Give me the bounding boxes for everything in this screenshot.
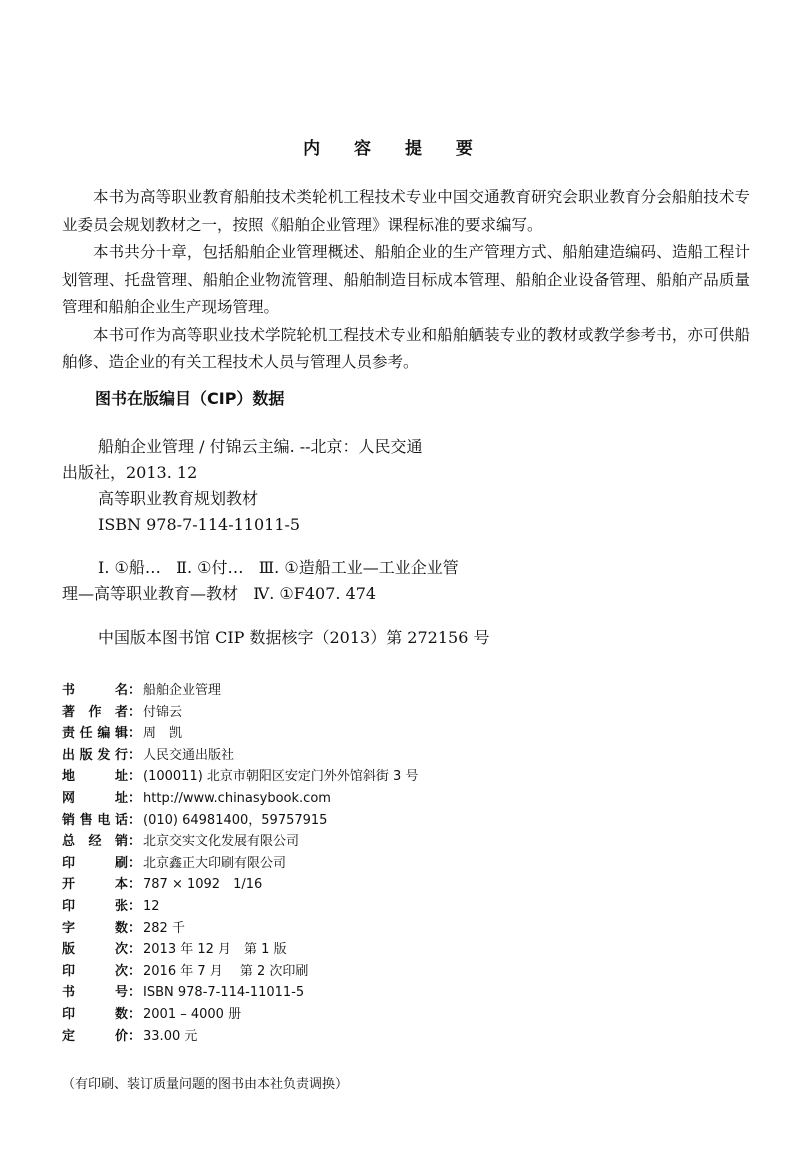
imprint-row: 印刷： 北京鑫正大印刷有限公司 (62, 853, 418, 875)
imprint-label: 地址 (62, 769, 128, 785)
imprint-label: 印张 (62, 898, 128, 914)
cip-line-6: 理—高等职业教育—教材 Ⅳ. ①F407. 474 (62, 584, 377, 603)
imprint-value: 周 凯 (143, 726, 183, 742)
imprint-row: 印数： 2001 – 4000 册 (62, 1004, 418, 1026)
quality-notice: （有印刷、装订质量问题的图书由本社负责调换） (62, 1077, 349, 1092)
abstract-section (62, 184, 750, 377)
imprint-value: (100011) 北京市朝阳区安定门外外馆斜街 3 号 (143, 769, 419, 785)
imprint-row: 书名： 船舶企业管理 (62, 680, 418, 702)
imprint-value: 787 × 1092 1/16 (143, 877, 263, 893)
imprint-value: 33.00 元 (143, 1028, 198, 1044)
imprint-label: 出版发行 (62, 747, 128, 763)
imprint-label: 著作者 (62, 704, 128, 720)
page-title: 内 容 提 要 (303, 139, 487, 159)
imprint-value: 船舶企业管理 (143, 683, 222, 698)
cip-line-2: 出版社，2013. 12 (62, 463, 198, 482)
imprint-row: 责任编辑： 周 凯 (62, 723, 418, 745)
cip-line-1: 船舶企业管理 / 付锦云主编. --北京：人民交通 (98, 437, 423, 456)
imprint-label: 销售电话 (62, 812, 128, 828)
cip-block-3 (62, 625, 752, 651)
cip-block-1 (62, 434, 752, 538)
imprint-value: 付锦云 (143, 704, 183, 720)
imprint-label: 总经销 (62, 834, 128, 850)
imprint-value: http://www.chinasybook.com (143, 790, 331, 806)
cip-line-4: ISBN 978-7-114-11011-5 (98, 515, 301, 534)
abstract-paragraph-3: 本书可作为高等职业技术学院轮机工程技术专业和船舶舾装专业的教材或教学参考书，亦可供船舶修、造企业的有关工程技术人员与管理人员参考。 (62, 325, 750, 371)
imprint-row: 印次： 2016 年 7 月 第 2 次印刷 (62, 961, 418, 983)
imprint-row: 著作者： 付锦云 (62, 702, 418, 724)
cip-line-7: 中国版本图书馆 CIP 数据核字（2013）第 272156 号 (98, 628, 490, 647)
cip-heading: 图书在版编目（CIP）数据 (95, 389, 285, 408)
imprint-value: 12 (143, 898, 160, 914)
imprint-row: 书号： ISBN 978-7-114-11011-5 (62, 982, 418, 1004)
imprint-value: 2016 年 7 月 第 2 次印刷 (143, 963, 309, 979)
imprint-label: 网址 (62, 790, 128, 806)
imprint-row: 版次： 2013 年 12 月 第 1 版 (62, 939, 418, 961)
imprint-value: 人民交通出版社 (143, 747, 235, 763)
imprint-value: 2001 – 4000 册 (143, 1006, 242, 1022)
imprint-label: 书号 (62, 985, 128, 1001)
imprint-row: 出版发行： 人民交通出版社 (62, 745, 418, 767)
abstract-paragraph-1: 本书为高等职业教育船舶技术类轮机工程技术专业中国交通教育研究会职业教育分会船舶技术专业委员会规划教材之一，按照《船舶企业管理》课程标准的要求编写。 (62, 188, 750, 234)
imprint-row: 字数： 282 千 (62, 918, 418, 940)
imprint-value: 北京鑫正大印刷有限公司 (143, 855, 287, 871)
imprint-row: 网址： http://www.chinasybook.com (62, 788, 418, 810)
imprint-value: (010) 64981400，59757915 (143, 812, 328, 828)
cip-line-5: Ⅰ. ①船… Ⅱ. ①付… Ⅲ. ①造船工业—工业企业管 (98, 558, 459, 577)
imprint-row: 销售电话： (010) 64981400，59757915 (62, 810, 418, 832)
imprint-label: 书名 (62, 683, 128, 698)
imprint-row: 开本： 787 × 1092 1/16 (62, 874, 418, 896)
cip-block-2 (62, 555, 752, 607)
imprint-label: 责任编辑 (62, 726, 128, 742)
imprint-value: 2013 年 12 月 第 1 版 (143, 942, 287, 958)
imprint-value: 北京交实文化发展有限公司 (143, 834, 300, 850)
imprint-value: 282 千 (143, 920, 185, 936)
imprint-label: 字数 (62, 920, 128, 936)
imprint-row: 地址： (100011) 北京市朝阳区安定门外外馆斜街 3 号 (62, 766, 418, 788)
imprint-row: 定价： 33.00 元 (62, 1026, 418, 1048)
imprint-table (62, 680, 418, 1047)
cip-line-3: 高等职业教育规划教材 (98, 489, 259, 508)
abstract-paragraph-2: 本书共分十章，包括船舶企业管理概述、船舶企业的生产管理方式、船舶建造编码、造船工程计划管理、托盘管理、船舶企业物流管理、船舶制造目标成本管理、船舶企业设备管理、船舶产品质量管理和船舶企业生产现场管理。 (62, 243, 750, 316)
imprint-value: ISBN 978-7-114-11011-5 (143, 985, 305, 1001)
imprint-label: 印刷 (62, 855, 128, 871)
imprint-row: 总经销： 北京交实文化发展有限公司 (62, 831, 418, 853)
imprint-label: 印数 (62, 1006, 128, 1022)
imprint-label: 版次 (62, 942, 128, 958)
imprint-row: 印张： 12 (62, 896, 418, 918)
imprint-label: 开本 (62, 877, 128, 893)
imprint-label: 定价 (62, 1028, 128, 1044)
imprint-label: 印次 (62, 963, 128, 979)
